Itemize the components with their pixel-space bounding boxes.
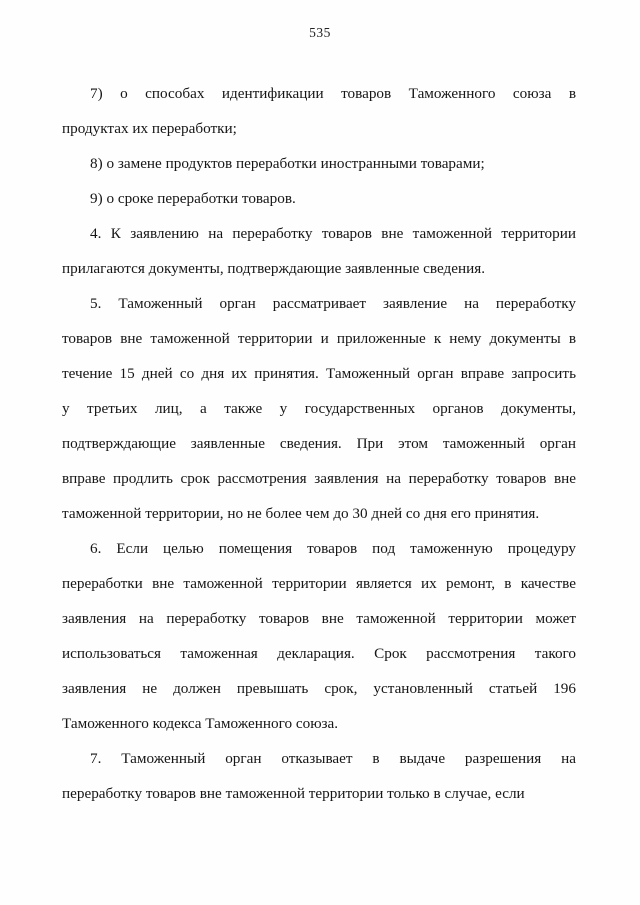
text-line: 9) о сроке переработки товаров. xyxy=(90,190,296,207)
text-line: 7) о способах идентификации товаров Таможенного союза в xyxy=(90,85,576,102)
text-line: Таможенного кодекса Таможенного союза. xyxy=(62,715,339,732)
text-line: вправе продлить срок рассмотрения заявления на переработку товаров вне xyxy=(62,470,576,487)
text-line: 5. Таможенный орган рассматривает заявление на переработку xyxy=(90,295,576,312)
text-line: заявления на переработку товаров вне таможенной территории может xyxy=(62,610,576,627)
paragraph xyxy=(62,286,576,531)
text-line: у третьих лиц, а также у государственных органов документы, xyxy=(62,400,576,417)
text-line: заявления не должен превышать срок, установленный статьей 196 xyxy=(62,680,576,697)
document-body xyxy=(62,76,576,811)
text-line: подтверждающие заявленные сведения. При этом таможенный орган xyxy=(62,435,576,452)
paragraph xyxy=(62,146,576,181)
text-line: 7. Таможенный орган отказывает в выдаче разрешения на xyxy=(90,750,576,767)
text-line: переработки вне таможенной территории является их ремонт, в качестве xyxy=(62,575,576,592)
paragraph xyxy=(62,76,576,146)
paragraph xyxy=(62,216,576,286)
page-number: 535 xyxy=(309,25,331,40)
text-line: продуктах их переработки; xyxy=(62,120,237,137)
paragraph xyxy=(62,531,576,741)
text-line: таможенной территории, но не более чем до 30 дней со дня его принятия. xyxy=(62,505,540,522)
paragraph xyxy=(62,741,576,811)
text-line: течение 15 дней со дня их принятия. Таможенный орган вправе запросить xyxy=(62,365,576,382)
text-line: переработку товаров вне таможенной территории только в случае, если xyxy=(62,785,525,802)
text-line: 8) о замене продуктов переработки иностранными товарами; xyxy=(90,155,485,172)
text-line: использоваться таможенная декларация. Срок рассмотрения такого xyxy=(62,645,576,662)
paragraph xyxy=(62,181,576,216)
text-line: прилагаются документы, подтверждающие заявленные сведения. xyxy=(62,260,486,277)
text-line: 4. К заявлению на переработку товаров вне таможенной территории xyxy=(90,225,576,242)
text-line: товаров вне таможенной территории и приложенные к нему документы в xyxy=(62,330,576,347)
text-line: 6. Если целью помещения товаров под таможенную процедуру xyxy=(90,540,576,557)
